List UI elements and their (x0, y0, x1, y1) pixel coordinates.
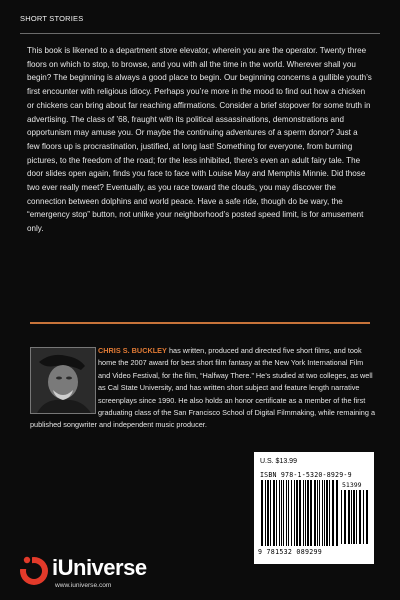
isbn-label: ISBN 978-1-5320-8929-9 (260, 471, 352, 479)
publisher-logo (18, 551, 168, 595)
author-bio-text: has written, produced and directed five short films, and took home the 2007 award for best short film fantasy at the New York International Film and Video Festival, for the film, “Halfway There.” He’s studied at two colleges, as well as Cal State University, and has written short subject and feature length narrative screenplays since 1990. He also holds an honor certificate as a member of the first graduating class of the San Francisco School of Digital Filmmaking, while remaining a published songwriter and independent music producer. (30, 346, 376, 430)
book-description: This book is likened to a department store elevator, wherein you are the operator. Twenty three floors on which to stop, to browse, and you with all the time in the world. Wherever shall you begin? The beginning is always a good place to begin. Our beginning concerns a gullible youth’s first encounter with religious idiocy. Perhaps you’re more in the mood to find out how a chicken or chickens can bring about far reaching affirmations. Consider a brief stopover for some truth in advertising. The class of ’68, fraught with its political assassinations, demonstrations and opportunism may amuse you. Or maybe the continuing adventures of a sperm donor? Just a few floors up is procrastination, justified, at long last! Something for everyone, from burning pictures, to the freedom of the road; for the less inhibited, there’s even an adult fairy tale. The door slides open again, finds you face to face with Louise May and Memphis Minnie. Did those two ever really meet? Eventually, as you race toward the clouds, you may discover the connection between dolphins and world peace. Have a safe ride, though do be wary, the “emergency stop” button, not unlike your neighborhood’s posted speed limit, is for amusement only. (27, 46, 372, 234)
barcode-panel (254, 452, 374, 564)
addon-digits: 51399 (342, 481, 362, 489)
addon-barcode (340, 490, 368, 546)
publisher-name: iUniverse (52, 555, 147, 580)
publisher-url: www.iuniverse.com (55, 582, 112, 589)
author-bio (30, 345, 375, 432)
iuniverse-logo-icon (18, 551, 50, 591)
price-label: U.S. $13.99 (260, 458, 297, 465)
top-divider (20, 33, 380, 34)
author-name: CHRIS S. BUCKLEY (98, 346, 167, 355)
section-divider (30, 322, 370, 324)
category-label: SHORT STORIES (20, 14, 84, 23)
ean-barcode (260, 480, 338, 548)
ean-digits: 9 781532 089299 (258, 548, 323, 556)
